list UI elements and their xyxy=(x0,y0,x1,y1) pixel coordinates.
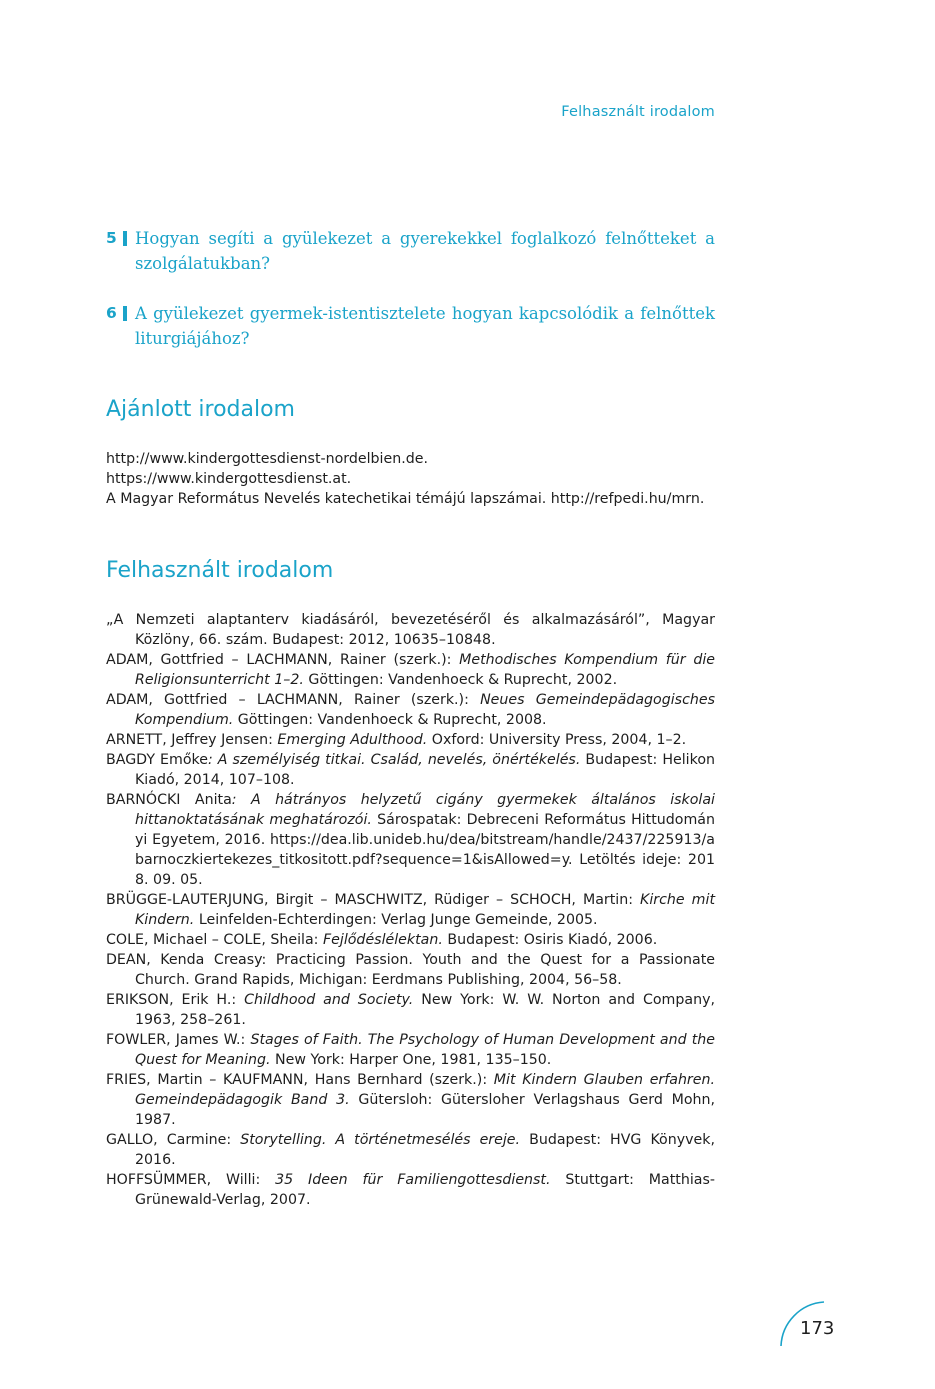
question-number-text: 5 xyxy=(106,229,117,247)
reference-author: GALLO, Carmine: xyxy=(106,1132,241,1148)
running-head: Felhasznált irodalom xyxy=(561,104,715,120)
reference-title: Fejlődéslélektan. xyxy=(322,932,443,948)
reference-item xyxy=(106,1030,715,1070)
reference-title: : A személyiség titkai. Család, nevelés, önértékelés. xyxy=(207,752,581,768)
recommended-item: A Magyar Református Nevelés katechetikai témájú lapszámai. http://refpedi.hu/mrn. xyxy=(106,491,705,507)
reference-publication: Stuttgart: Matthias-Grünewald-Verlag, 2007. xyxy=(135,1172,715,1208)
page-number: 173 xyxy=(800,1318,835,1339)
reference-author: BRÜGGE-LAUTERJUNG, Birgit – MASCHWITZ, Rüdiger – SCHOCH, Martin: xyxy=(106,892,641,908)
reference-title: Neues Gemeindepädagogisches Kompendium. xyxy=(135,692,715,728)
reference-publication: Budapest: HVG Könyvek, 2016. xyxy=(135,1132,715,1168)
reference-item xyxy=(106,990,715,1030)
question-text: A gyülekezet gyermek-istentisztelete hogyan kapcsolódik a felnőttek liturgiájához? xyxy=(135,304,715,348)
question-number xyxy=(106,301,135,326)
reference-author: FOWLER, James W.: xyxy=(106,1032,251,1048)
reference-item xyxy=(106,1130,715,1170)
recommended-heading: Ajánlott irodalom xyxy=(106,397,295,422)
reference-author: „A Nemzeti alaptanterv kiadásáról, bevezetéséről és alkalmazásáról”, Magyar Közlöny, 66. szám. Budapest: 2012, 10635–10848. xyxy=(106,612,715,648)
recommended-list xyxy=(106,449,715,509)
reference-publication: New York: W. W. Norton and Company, 1963, 258–261. xyxy=(135,992,715,1028)
reference-author: ERIKSON, Erik H.: xyxy=(106,992,245,1008)
reference-author: DEAN, Kenda Creasy: Practicing Passion. Youth and the Quest for a Passionate Church. Grand Rapids, Michigan: Eerdmans Publishing, 2004, 56–58. xyxy=(106,952,715,988)
question-text: Hogyan segíti a gyülekezet a gyerekekkel foglalkozó felnőtteket a szolgálatukban? xyxy=(135,229,715,273)
reference-item xyxy=(106,950,715,990)
number-bar-icon xyxy=(123,306,127,321)
used-heading: Felhasznált irodalom xyxy=(106,558,334,583)
reference-publication: Oxford: University Press, 2004, 1–2. xyxy=(427,732,687,748)
reference-author: COLE, Michael – COLE, Sheila: xyxy=(106,932,323,948)
reference-item xyxy=(106,690,715,730)
reference-author: BAGDY Emőke xyxy=(106,752,208,768)
reference-item xyxy=(106,1170,715,1210)
reference-author: ARNETT, Jeffrey Jensen: xyxy=(106,732,278,748)
reference-publication: Budapest: Osiris Kiadó, 2006. xyxy=(442,932,658,948)
reference-publication: Gütersloh: Gütersloher Verlagshaus Gerd Mohn, 1987. xyxy=(135,1092,715,1128)
reference-list xyxy=(106,610,715,1210)
recommended-item: https://www.kindergottesdienst.at. xyxy=(106,471,352,487)
question-item xyxy=(106,226,715,276)
number-bar-icon xyxy=(123,231,127,246)
reference-title: Childhood and Society. xyxy=(244,992,414,1008)
reference-item xyxy=(106,1070,715,1130)
reference-author: FRIES, Martin – KAUFMANN, Hans Bernhard (szerk.): xyxy=(106,1072,494,1088)
question-item xyxy=(106,301,715,351)
reference-title: 35 Ideen für Familiengottesdienst. xyxy=(275,1172,551,1188)
reference-item xyxy=(106,790,715,890)
reference-item xyxy=(106,730,715,750)
reference-author: HOFFSÜMMER, Willi: xyxy=(106,1172,276,1188)
reference-title: Stages of Faith. The Psychology of Human Development and the Quest for Meaning. xyxy=(135,1032,715,1068)
question-number-text: 6 xyxy=(106,304,117,322)
reference-title: Storytelling. A történetmesélés ereje. xyxy=(240,1132,521,1148)
question-number xyxy=(106,226,135,251)
reference-author: ADAM, Gottfried – LACHMANN, Rainer (szerk.): xyxy=(106,652,460,668)
reference-item xyxy=(106,930,715,950)
reference-title: : A hátrányos helyzetű cigány gyermekek általános iskolai hittanoktatásának meghatározói. xyxy=(135,792,715,828)
reference-title: Methodisches Kompendium für die Religionsunterricht 1–2. xyxy=(135,652,715,688)
reference-publication: Budapest: Helikon Kiadó, 2014, 107–108. xyxy=(135,752,715,788)
reference-publication: New York: Harper One, 1981, 135–150. xyxy=(270,1052,552,1068)
recommended-item: http://www.kindergottesdienst-nordelbien.de. xyxy=(106,451,428,467)
reference-author: BARNÓCKI Anita xyxy=(106,792,232,808)
reference-item xyxy=(106,750,715,790)
reference-title: Emerging Adulthood. xyxy=(277,732,428,748)
reference-item xyxy=(106,610,715,650)
reference-title: Mit Kindern Glauben erfahren. Gemeindepädagogik Band 3. xyxy=(135,1072,715,1108)
reference-publication: Göttingen: Vandenhoeck & Ruprecht, 2002. xyxy=(303,672,618,688)
reference-author: ADAM, Gottfried – LACHMANN, Rainer (szerk.): xyxy=(106,692,481,708)
reference-item xyxy=(106,890,715,930)
reference-publication: Göttingen: Vandenhoeck & Ruprecht, 2008. xyxy=(233,712,547,728)
reference-publication: Leinfelden-Echterdingen: Verlag Junge Gemeinde, 2005. xyxy=(194,912,598,928)
reference-publication: Sárospatak: Debreceni Református Hittudományi Egyetem, 2016. https://dea.lib.unideb.hu/dea/bitstream/handle/2437/225913/abarnoczkiertekezes_titkositott.pdf?sequence=1&isAllowed=y. Letöltés ideje: 2018. 09. 05. xyxy=(135,812,715,888)
reference-title: Kirche mit Kindern. xyxy=(135,892,716,928)
reference-item xyxy=(106,650,715,690)
question-list xyxy=(106,226,715,376)
